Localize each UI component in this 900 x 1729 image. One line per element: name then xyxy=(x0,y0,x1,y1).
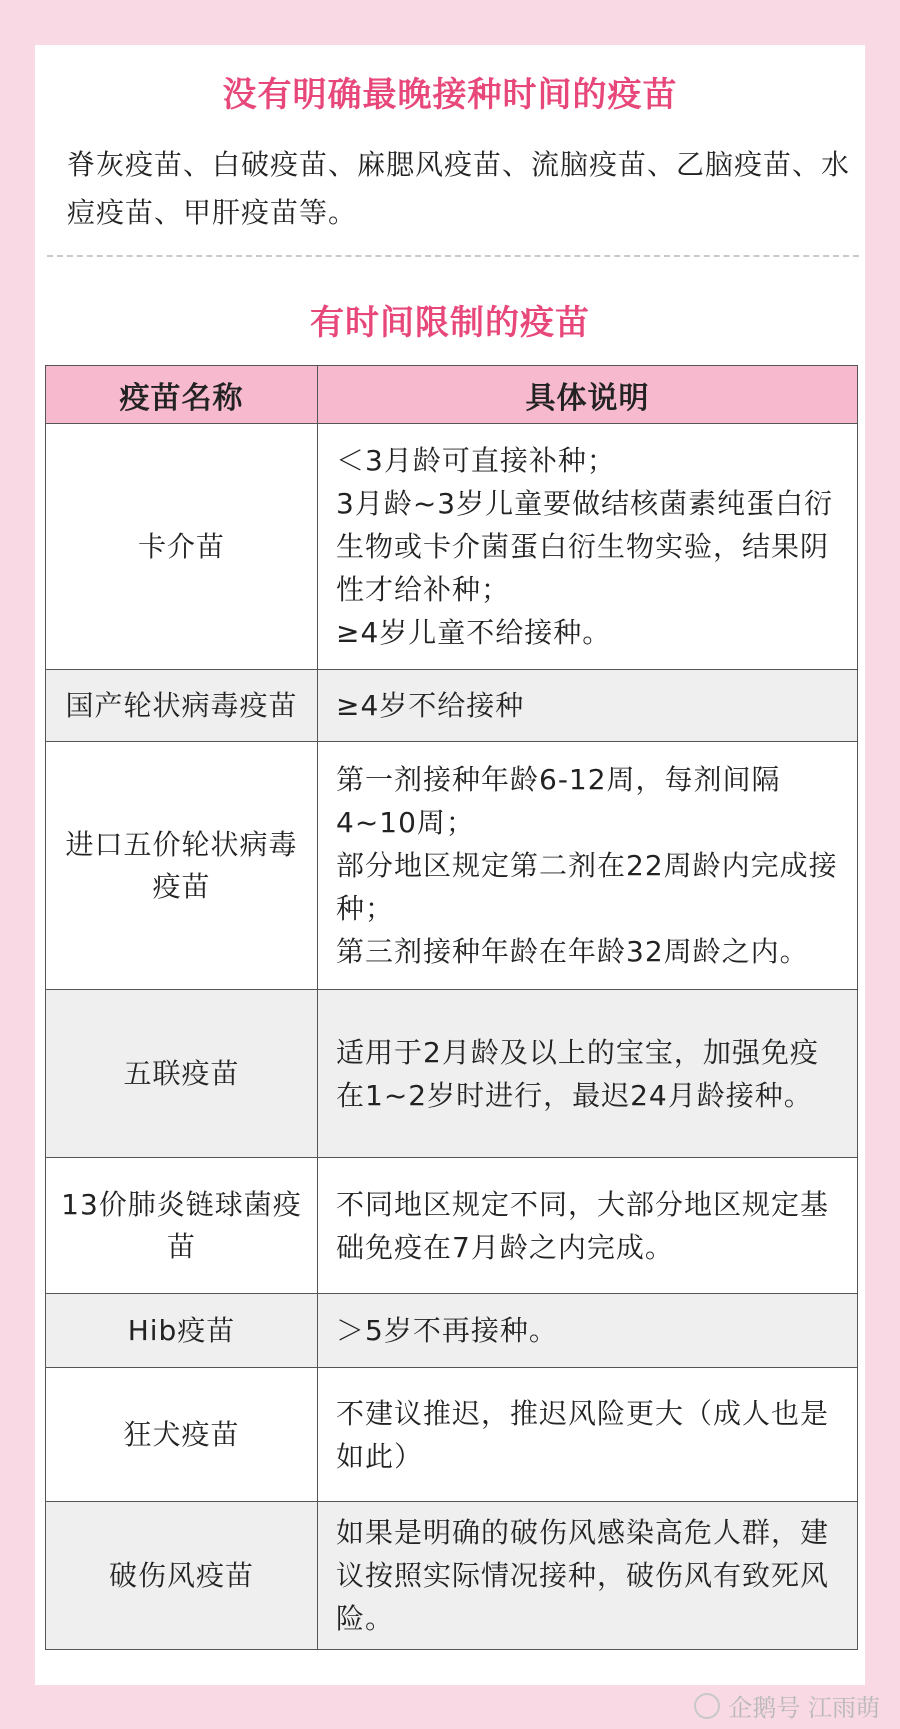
table-row xyxy=(46,1158,858,1294)
penguin-icon xyxy=(694,1693,720,1719)
description-line: 3月龄~3岁儿童要做结核菌素纯蛋白衍生物或卡介菌蛋白衍生物实验，结果阴性才给补种； xyxy=(336,487,834,606)
vaccine-name: 狂犬疫苗 xyxy=(46,1368,318,1502)
content-card xyxy=(35,45,865,1685)
table-row xyxy=(46,1368,858,1502)
table-row xyxy=(46,424,858,670)
column-header-description: 具体说明 xyxy=(318,366,858,424)
dashed-divider xyxy=(47,255,859,257)
description-line: 如果是明确的破伤风感染高危人群，建议按照实际情况接种，破伤风有致死风险。 xyxy=(336,1516,830,1635)
no-deadline-vaccine-list: 脊灰疫苗、白破疫苗、麻腮风疫苗、流脑疫苗、乙脑疫苗、水痘疫苗、甲肝疫苗等。 xyxy=(67,148,851,229)
description-line: 第一剂接种年龄6-12周，每剂间隔4~10周； xyxy=(336,763,781,839)
watermark xyxy=(694,1688,880,1723)
vaccine-name: 国产轮状病毒疫苗 xyxy=(46,670,318,742)
vaccine-table xyxy=(45,365,858,1650)
vaccine-description xyxy=(318,670,858,742)
description-line: 适用于2月龄及以上的宝宝，加强免疫在1~2岁时进行，最迟24月龄接种。 xyxy=(336,1035,819,1112)
vaccine-name: 进口五价轮状病毒疫苗 xyxy=(46,742,318,990)
vaccine-description xyxy=(318,424,858,670)
column-header-name: 疫苗名称 xyxy=(46,366,318,424)
description-line: 部分地区规定第二剂在22周龄内完成接种； xyxy=(336,849,838,925)
description-line: 不同地区规定不同，大部分地区规定基础免疫在7月龄之内完成。 xyxy=(336,1187,830,1264)
vaccine-name: Hib疫苗 xyxy=(46,1294,318,1368)
vaccine-description xyxy=(318,1294,858,1368)
vaccine-description xyxy=(318,742,858,990)
table-row xyxy=(46,990,858,1158)
table-row xyxy=(46,1502,858,1650)
table-row xyxy=(46,1294,858,1368)
vaccine-name: 卡介苗 xyxy=(46,424,318,670)
watermark-text: 企鹅号 江雨萌 xyxy=(728,1694,880,1722)
vaccine-description xyxy=(318,1158,858,1294)
description-line: ＜3月龄可直接补种； xyxy=(336,444,616,477)
description-line: 第三剂接种年龄在年龄32周龄之内。 xyxy=(336,935,809,968)
table-header-row xyxy=(46,366,858,424)
vaccine-description xyxy=(318,1368,858,1502)
description-line: ≥4岁不给接种 xyxy=(336,689,525,722)
description-line: ＞5岁不再接种。 xyxy=(336,1314,558,1347)
vaccine-name: 五联疫苗 xyxy=(46,990,318,1158)
vaccine-description xyxy=(318,990,858,1158)
table-row xyxy=(46,670,858,742)
table-row xyxy=(46,742,858,990)
vaccine-name: 13价肺炎链球菌疫苗 xyxy=(46,1158,318,1294)
vaccine-description xyxy=(318,1502,858,1650)
description-line: 不建议推迟，推迟风险更大（成人也是如此） xyxy=(336,1396,830,1473)
vaccine-name: 破伤风疫苗 xyxy=(46,1502,318,1650)
section-title-no-deadline: 没有明确最晚接种时间的疫苗 xyxy=(222,75,678,115)
section-title-time-limited: 有时间限制的疫苗 xyxy=(310,303,590,343)
description-line: ≥4岁儿童不给接种。 xyxy=(336,616,612,649)
